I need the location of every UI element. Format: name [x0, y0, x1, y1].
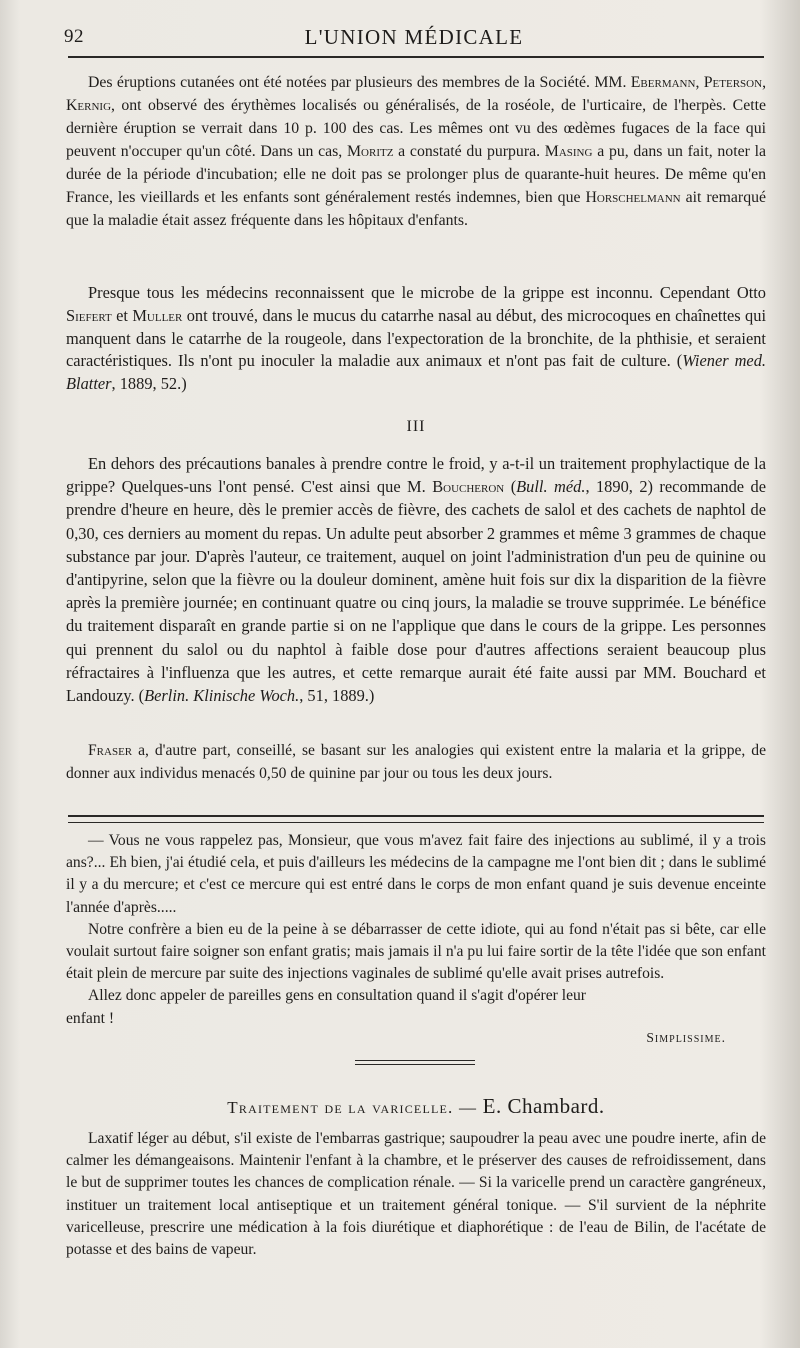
text: En dehors des précautions banales à prendre contre le froid, y a-t-il un traitement prophylactique de la grippe? Quelques-uns l'ont pensé. C'est ainsi que M. — [66, 454, 766, 497]
text: , — [695, 74, 704, 91]
article-title — [66, 1094, 766, 1119]
author-name: Fraser — [88, 742, 133, 759]
text: , 1889, 52.) — [111, 374, 187, 394]
author-name: Kernig — [66, 97, 112, 114]
paragraph-prophylaxis — [66, 452, 766, 707]
page-number: 92 — [64, 26, 84, 47]
signature: Simplissime. — [646, 1030, 726, 1045]
citation-journal: Wiener med. Blatter — [66, 351, 766, 394]
author-name: Horschelmann — [585, 189, 681, 206]
text: ait remarqué que la maladie était assez fréquente dans les hôpitaux d'enfants. — [66, 189, 766, 229]
short-divider — [355, 1060, 475, 1065]
author-name: Peterson — [703, 74, 763, 91]
author-name: Ebermann — [630, 74, 696, 91]
anecdote-paragraph: Notre confrère a bien eu de la peine à se débarrasser de cette idiote, qui au fond n'était pas si bête, car elle voulait surtout faire soigner son enfant gratis; mais jamais il n'a pu lui faire sortir de la tête l'idée que son enfant était plein de mercure par suite des injections vaginales de sublimé qu'elle avait prises autrefois. — [66, 920, 766, 983]
paragraph-microbe — [66, 282, 766, 396]
article-title-text: Traitement de la varicelle. — [227, 1098, 454, 1117]
paragraph-eruptions — [66, 71, 766, 232]
author-name: Boucheron — [432, 477, 505, 497]
author-name: Moritz — [347, 143, 394, 160]
anecdote-paragraph: Allez donc appeler de pareilles gens en consultation quand il s'agit d'opérer leur enfant ! — [66, 987, 586, 1027]
author-name: Muller — [132, 305, 183, 325]
text: Presque tous les médecins reconnaissent que le microbe de la grippe est inconnu. Cependant Otto — [88, 283, 766, 302]
citation-journal: Bull. méd. — [516, 477, 586, 497]
section-divider — [68, 815, 764, 823]
anecdote — [66, 830, 766, 1030]
paragraph-quinine — [66, 740, 766, 785]
text: Des éruptions cutanées ont été notées par plusieurs des membres de la Société. MM. — [88, 74, 631, 91]
text: ont trouvé, dans le mucus du catarrhe nasal au début, des microcoques en chaînettes qui manquent dans le catarrhe de la rougeole, dans l'expectoration de la bronchite, de la phthisie, et seraient caractéristiques. Ils n'ont pu inoculer la maladie aux animaux et n'ont pas fait de culture. ( — [66, 305, 766, 371]
text: a constaté du purpura. — [393, 143, 545, 160]
text: a pu, dans un fait, noter la durée de la période d'incubation; elle ne doit pas se prolonger plus de quarante-huit heures. De même qu'en France, les vieillards et les enfants sont généralement restés indemnes, bien que — [66, 143, 766, 206]
running-title: L'UNION MÉDICALE — [304, 25, 524, 49]
article-paragraph: Laxatif léger au début, s'il existe de l'embarras gastrique; saupoudrer la peau avec une poudre inerte, afin de calmer les démangeaisons. Maintenir l'enfant à la chambre, et le préserver des causes de refroidissement, dans le but de supprimer toutes les chances de complication rénale. — Si la varicelle prend un caractère gangréneux, instituer un traitement local antiseptique et un traitement général tonique. — S'il survient de la néphrite varicelleuse, prescrire une médication à la fois diurétique et diaphorétique : de l'eau de Bilin, de l'acétate de potasse et des bains de vapeur. — [66, 1130, 766, 1259]
author-name: Siefert — [66, 305, 112, 325]
text: , — [762, 74, 767, 91]
text: a, d'autre part, conseillé, se basant sur les analogies qui existent entre la malaria et la grippe, de donner aux individus menacés 0,50 de quinine par jour ou tous les deux jours. — [66, 742, 766, 782]
text: et — [111, 305, 133, 325]
anecdote-paragraph: — Vous ne vous rappelez pas, Monsieur, que vous m'avez fait faire des injections au sublimé, il y a trois ans?... Eh bien, j'ai étudié cela, et puis d'ailleurs les médecins de la campagne me l'ont bien dit ; dans le sublimé il y a du mercure; et c'est ce mercure qui est entré dans le corps de mon enfant quand je suis devenue enceinte l'année d'après..... — [66, 832, 766, 916]
page-header — [64, 22, 764, 56]
text: , ont observé des érythèmes localisés ou généralisés, de la roséole, de l'urticaire, de l'herpès. Cette dernière éruption se verrait dans 10 p. 100 des cas. Les mêmes ont vu des œdèmes fugaces de la face qui peuvent n'occuper qu'un côté. Dans un cas, — [66, 97, 766, 160]
text: , 1890, 2) recommande de prendre d'heure en heure, dès le premier accès de fièvre, des cachets de salol et des cachets de naphtol de 0,30, ces derniers au moment du repas. Un adulte peut absorber 2 grammes et même 3 grammes de chaque substance par jour. D'après l'auteur, ce traitement, auquel on joint l'administration d'un peu de quinine ou d'antipyrine, selon que la fièvre ou la douleur dominent, amène huit fois sur dix la disparition de la fièvre après la première journée; en continuant quatre ou cinq jours, la maladie se trouve supprimée. Le bénéfice du traitement disparaît en grande partie si on ne l'applique que dans le cours de la grippe. Les personnes qui prennent du salol ou du naphtol à faible dose pour d'autres affections seraient beaucoup plus réfractaires à l'influenza que les autres, et cette remarque aurait été faite aussi par MM. Bouchard et Landouzy. ( — [66, 477, 766, 706]
header-rule — [68, 56, 764, 58]
section-heading: III — [406, 418, 426, 435]
text: , 51, 1889.) — [299, 686, 375, 706]
text: ( — [504, 477, 517, 497]
author-name: Masing — [544, 143, 593, 160]
article-author: E. Chambard. — [482, 1094, 605, 1118]
citation-journal: Berlin. Klinische Woch. — [144, 686, 300, 706]
title-dash: — — [453, 1098, 483, 1117]
article-body — [66, 1128, 766, 1261]
